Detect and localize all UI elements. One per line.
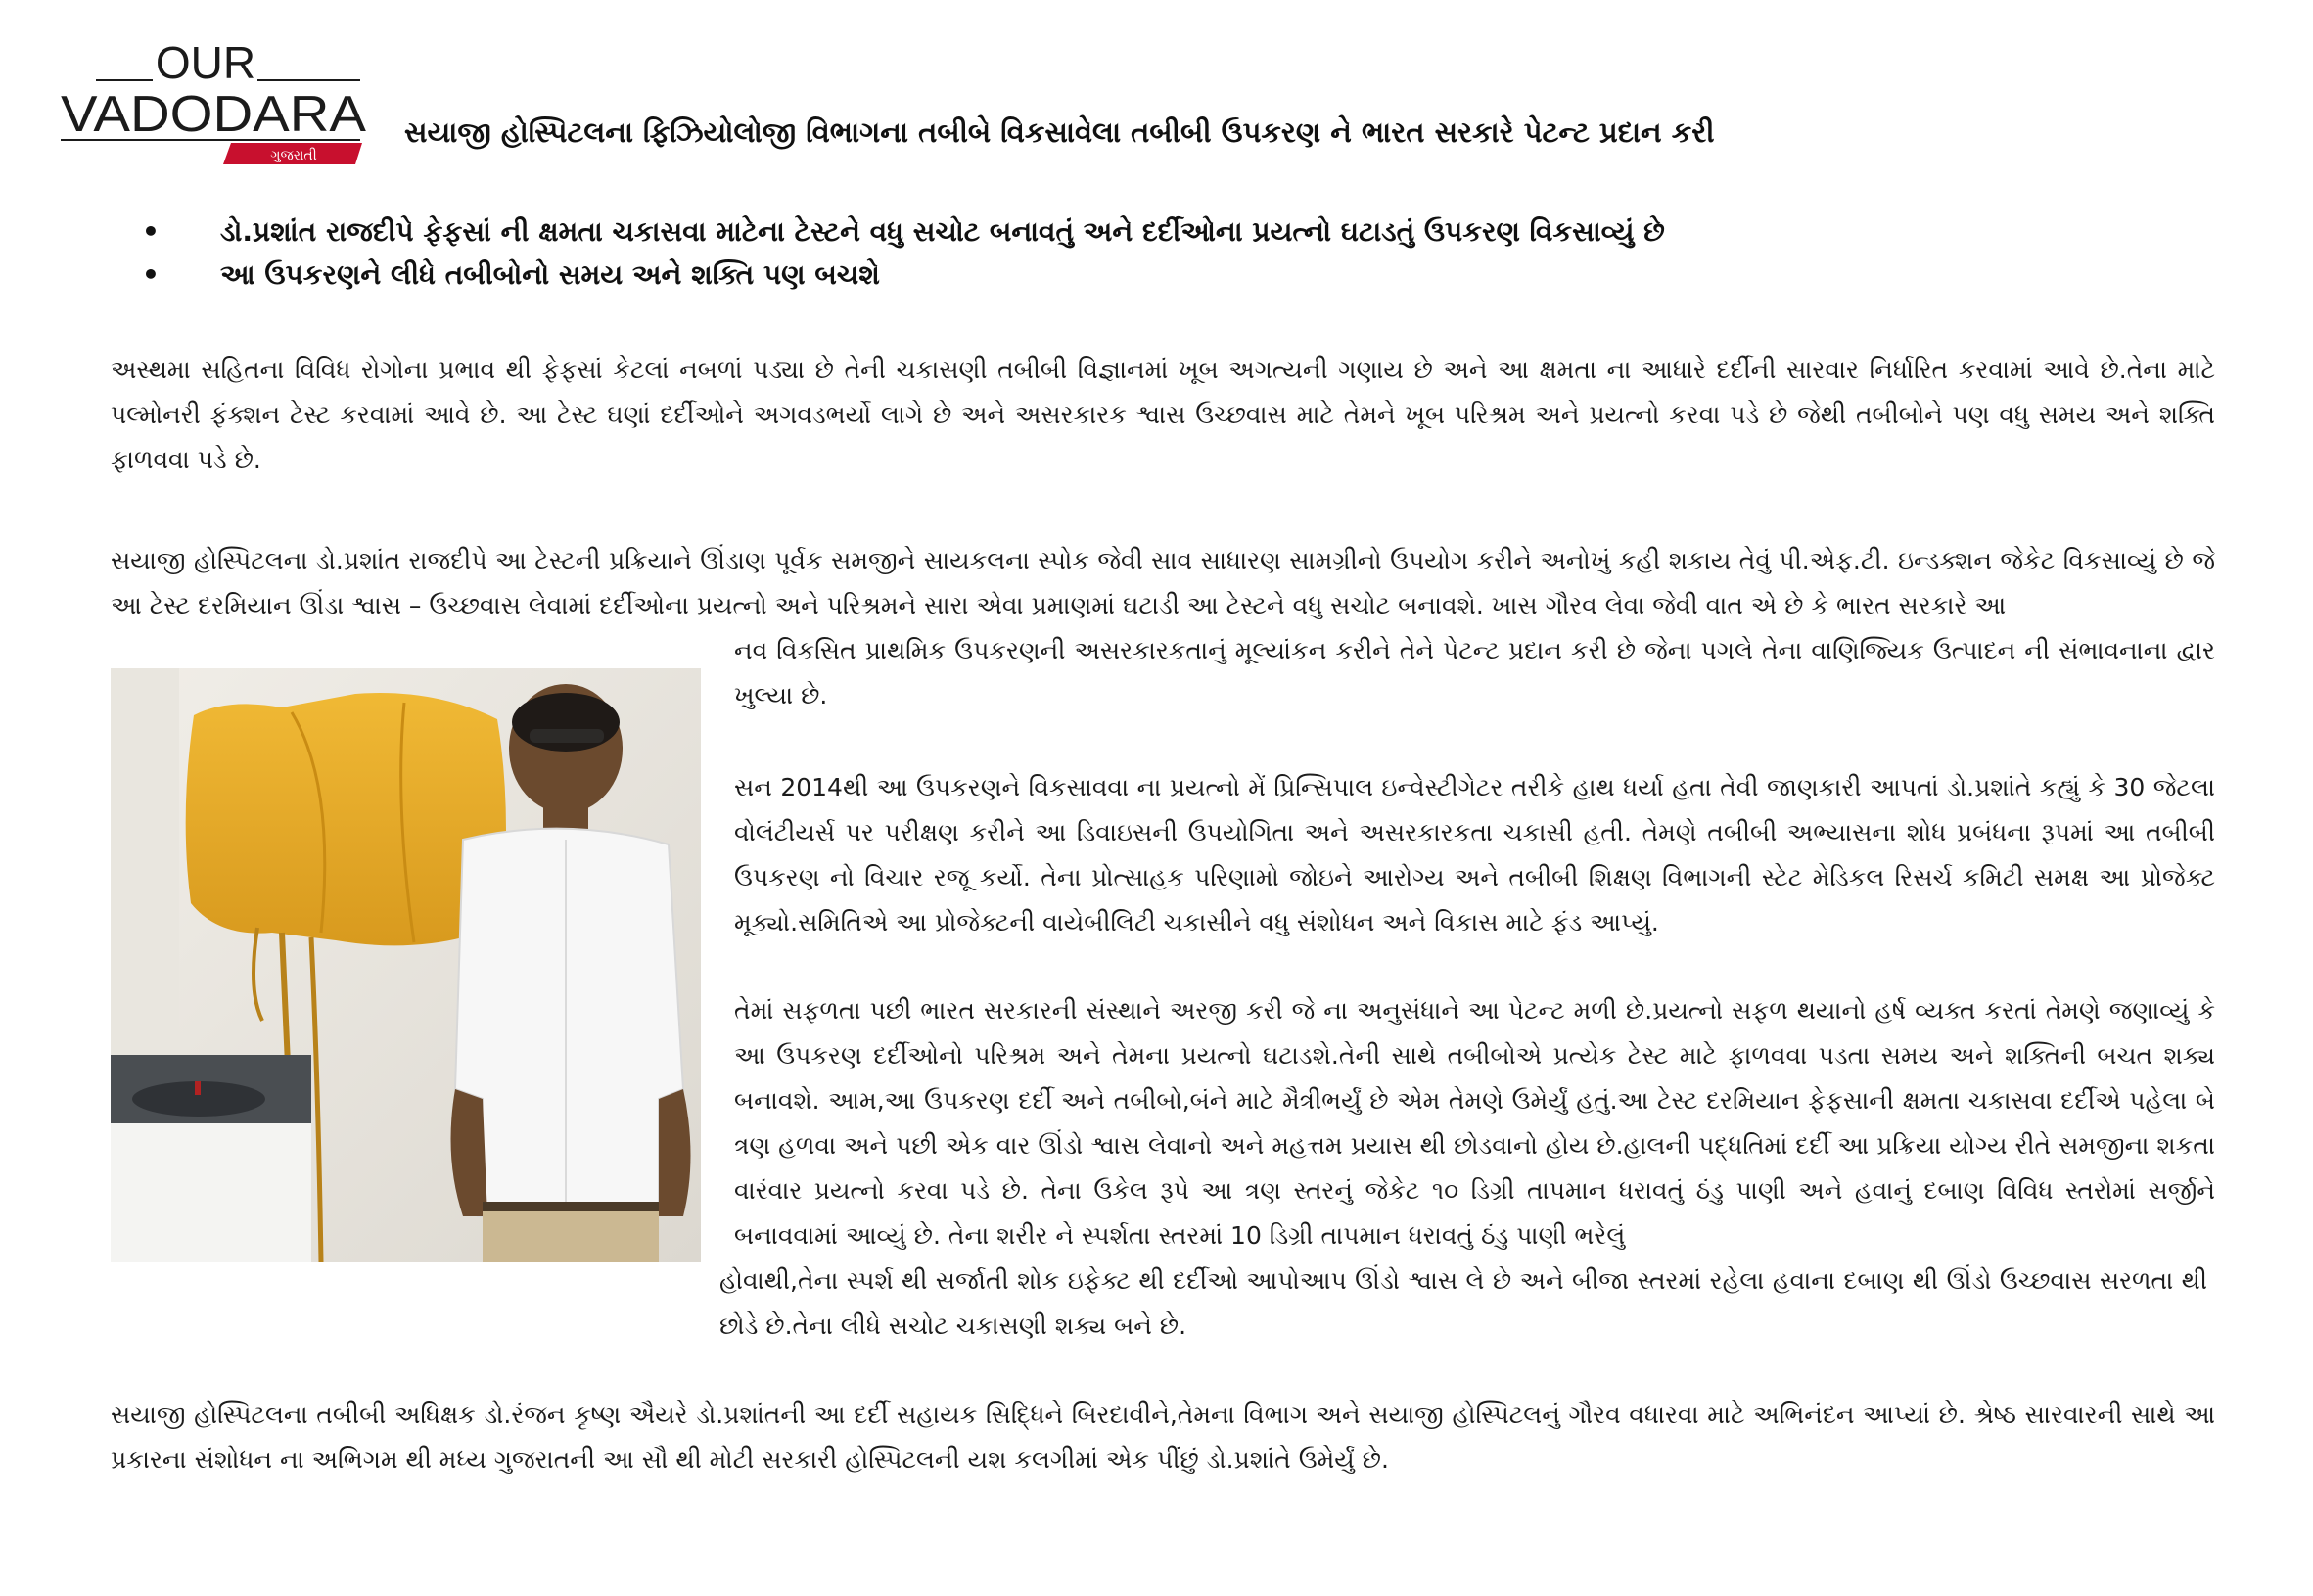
logo-line2: VADODARA (61, 86, 367, 143)
yellow-jacket (186, 693, 506, 945)
paragraph-closing: સયાજી હોસ્પિટલના તબીબી અધિક્ષક ડો.રંજન કૃષ્ણ ઐયરે ડો.પ્રશાંતની આ દર્દી સહાયક સિદ્ધિને બિરદાવીને,તેમના વિભાગ અને સયાજી હોસ્પિટલનું ગૌરવ વધારવા માટે અભિનંદન આપ્યાં છે. શ્રેષ્ઠ સારવારની સાથે આ પ્રકારના સંશોધન ના અભિગમ થી મધ્ય ગુજરાતની આ સૌ થી મોટી સરકારી હોસ્પિટલની યશ કલગીમાં એક પીંછું ડો.પ્રશાંતે ઉમેર્યું છે. (111, 1400, 2215, 1474)
paragraph-invention-continued: નવ વિકસિત પ્રાથમિક ઉપકરણની અસરકારકતાનું મૂલ્યાંકન કરીને તેને પેટન્ટ પ્રદાન કરી છે જેના પગલે તેના વાણિજ્યિક ઉત્પાદન ની સંભાવનાના દ્વાર ખુલ્યા છે. (734, 636, 2215, 709)
logo-tag: ગુજરાતી (270, 148, 317, 163)
article-photo (111, 668, 701, 1262)
summary-bullet-item (142, 210, 2197, 253)
logo-line1: OUR (155, 39, 256, 88)
paragraph-invention: સયાજી હોસ્પિટલના ડો.પ્રશાંત રાજદીપે આ ટેસ્ટની પ્રક્રિયાને ઊંડાણ પૂર્વક સમજીને સાયકલના સ્પોક જેવી સાવ સાધારણ સામગ્રીનો ઉપયોગ કરીને અનોખું કહી શકાય તેવું પી.એફ.ટી. ઇન્ડક્શન જેકેટ વિકસાવ્યું છે જે આ ટેસ્ટ દરમિયાન ઊંડા શ્વાસ – ઉચ્છવાસ લેવામાં દર્દીઓના પ્રયત્નો અને પરિશ્રમને સારા એવા પ્રમાણમાં ઘટાડી આ ટેસ્ટને વધુ સચોટ બનાવશે. ખાસ ગૌરવ લેવા જેવી વાત એ છે કે ભારત સરકારે આ (111, 546, 2215, 619)
article-headline: સયાજી હોસ્પિટલના ફિઝિયોલોજી વિભાગના તબીબે વિકસાવેલા તબીબી ઉપકરણ ને ભારત સરકારે પેટન્ટ પ્રદાન કરી (404, 115, 1715, 149)
paragraph-patent-continued: હોવાથી,તેના સ્પર્શ થી સર્જાતી શોક ઇફેક્ટ થી દર્દીઓ આપોઆપ ઊંડો શ્વાસ લે છે અને બીજા સ્તરમાં રહેલા હવાના દબાણ થી ઊંડો ઉચ્છવાસ સરળતા થી છોડે છે.તેના લીધે સચોટ ચકાસણી શક્ય બને છે. (719, 1266, 2207, 1340)
bullet-text: ડો.પ્રશાંત રાજદીપે ફેફસાં ની ક્ષમતા ચકાસવા માટેના ટેસ્ટને વધુ સચોટ બનાવતું અને દર્દીઓના પ્રયત્નો ઘટાડતું ઉપકરણ વિકસાવ્યું છે (220, 215, 1665, 248)
logo-mark (57, 39, 370, 171)
paragraph-intro: અસ્થમા સહિતના વિવિધ રોગોના પ્રભાવ થી ફેફસાં કેટલાં નબળાં પડ્યા છે તેની ચકાસણી તબીબી વિજ્ઞાનમાં ખૂબ અગત્યની ગણાય છે અને આ ક્ષમતા ના આધારે દર્દીની સારવાર નિર્ધારિત કરવામાં આવે છે.તેના માટે પલ્મોનરી ફંક્શન ટેસ્ટ કરવામાં આવે છે. આ ટેસ્ટ ઘણાં દર્દીઓને અગવડભર્યો લાગે છે અને અસરકારક શ્વાસ ઉચ્છવાસ માટે તેમને ખૂબ પરિશ્રમ અને પ્રયત્નો કરવા પડે છે જેથી તબીબોને પણ વધુ સમય અને શક્તિ ફાળવવા પડે છે. (111, 355, 2215, 474)
person-shirt (455, 829, 683, 1216)
bullet-dot-icon: • (142, 215, 160, 248)
bullet-dot-icon: • (142, 258, 160, 291)
bullet-text: આ ઉપકરણને લીધે તબીબોનો સમય અને શક્તિ પણ બચશે (220, 258, 880, 291)
our-vadodara-logo[interactable] (57, 39, 370, 171)
paragraph-patent: તેમાં સફળતા પછી ભારત સરકારની સંસ્થાને અરજી કરી જે ના અનુસંધાને આ પેટન્ટ મળી છે.પ્રયત્નો સફળ થયાનો હર્ષ વ્યક્ત કરતાં તેમણે જણાવ્યું કે આ ઉપકરણ દર્દીઓનો પરિશ્રમ અને તેમના પ્રયત્નો ઘટાડશે.તેની સાથે તબીબોએ પ્રત્યેક ટેસ્ટ માટે ફાળવવા પડતા સમય અને શક્તિની બચત શક્ય બનાવશે. આમ,આ ઉપકરણ દર્દી અને તબીબો,બંને માટે મૈત્રીભર્યું છે એમ તેમણે ઉમેર્યું હતું.આ ટેસ્ટ દરમિયાન ફેફસાની ક્ષમતા ચકાસવા દર્દીએ પહેલા બે ત્રણ હળવા અને પછી એક વાર ઊંડો શ્વાસ લેવાનો અને મહત્તમ પ્રયાસ થી છોડવાનો હોય છે.હાલની પદ્ધતિમાં દર્દી આ પ્રક્રિયા યોગ્ય રીતે સમજીના શકતા વારંવાર પ્રયત્નો કરવા પડે છે. તેના ઉકેલ રૂપે આ ત્રણ સ્તરનું જેકેટ ૧૦ ડિગ્રી તાપમાન ધરાવતું ઠંડુ પાણી અને હવાનું દબાણ વિવિધ સ્તરોમાં સર્જીને બનાવવામાં આવ્યું છે. તેના શરીર ને સ્પર્શતા સ્તરમાં 10 ડિગ્રી તાપમાન ધરાવતું ઠંડુ પાણી ભરેલું (734, 996, 2215, 1250)
summary-bullets (142, 210, 2197, 296)
photo-doctor-with-jacket (111, 668, 701, 1262)
summary-bullet-item (142, 253, 2197, 296)
paragraph-development: સન 2014થી આ ઉપકરણને વિકસાવવા ના પ્રયત્નો મેં પ્રિન્સિપાલ ઇન્વેસ્ટીગેટર તરીકે હાથ ધર્યા હતા તેવી જાણકારી આપતાં ડો.પ્રશાંતે કહ્યું કે 30 જેટલા વોલંટીયર્સ પર પરીક્ષણ કરીને આ ડિવાઇસની ઉપયોગિતા અને અસરકારકતા ચકાસી હતી. તેમણે તબીબી અભ્યાસના શોધ પ્રબંધના રૂપમાં આ તબીબી ઉપકરણ નો વિચાર રજૂ કર્યો. તેના પ્રોત્સાહક પરિણામો જોઇને આરોગ્ય અને તબીબી શિક્ષણ વિભાગની સ્ટેટ મેડિકલ રિસર્ચ કમિટી સમક્ષ આ પ્રોજેક્ટ મૂક્યો.સમિતિએ આ પ્રોજેક્ટની વાયેબીલિટી ચકાસીને વધુ સંશોધન અને વિકાસ માટે ફંડ આપ્યું. (734, 773, 2215, 936)
